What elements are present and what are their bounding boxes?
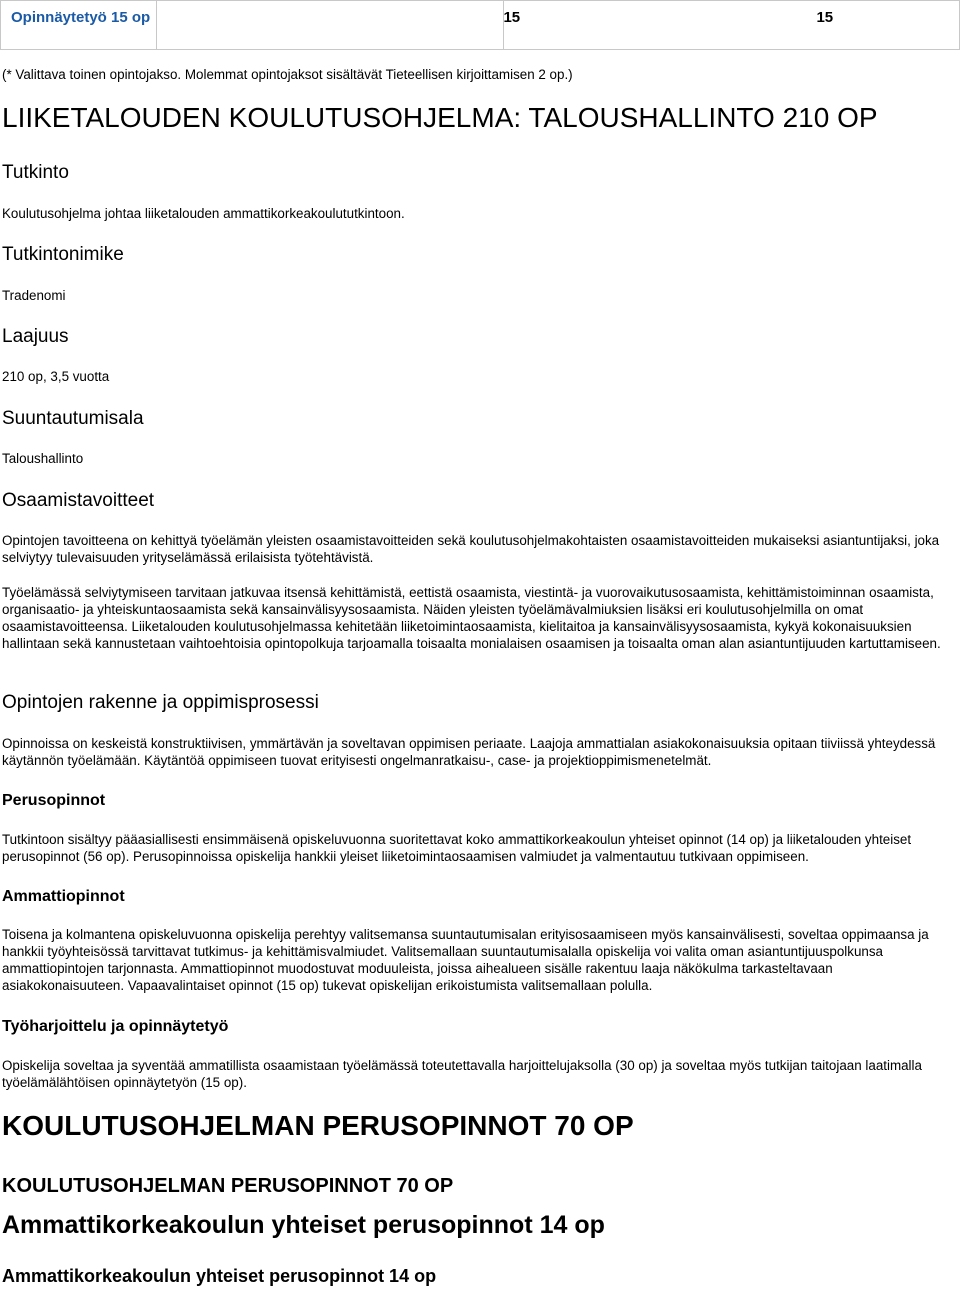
text-osaamistavoitteet-1: Opintojen tavoitteena on kehittyä työelämän yleisten osaamistavoitteiden sekä koulutusohjelmakohtaisten osaamistavoitteiden mukaiseksi asiantuntijaksi, joka selviytyy tulevaisuuden yrityselämässä erilaisista työtehtävistä.: [2, 533, 940, 565]
heading-perusopinnot: Perusopinnot: [2, 792, 106, 809]
text-perusopinnot: Tutkintoon sisältyy pääasiallisesti ensimmäisenä opiskeluvuonna suoritettavat koko ammattikorkeakoulun yhteiset opinnot (14 op) ja liiketalouden yhteiset perusopinnot (56 op). Perusopinnoissa opiskelija hankkii yleiset liiketoimintaosaamisen valmiudet ja valmentautuu tutkivaan oppimiseen.: [2, 832, 912, 864]
heading-suuntautumisala: Suuntautumisala: [2, 408, 144, 429]
heading-tutkinto: Tutkinto: [2, 162, 69, 183]
heading-osaamistavoitteet: Osaamistavoitteet: [2, 490, 155, 511]
subheading-perusopinnot-70: KOULUTUSOHJELMAN PERUSOPINNOT 70 OP: [2, 1175, 454, 1197]
text-ammattiopinnot: Toisena ja kolmantena opiskeluvuonna opiskelija perehtyy valitsemansa suuntautumisalan erityisosaamiseen myös kansainvälisesti, soveltaa oppimaansa ja hankkii työyhteisössä tarvittavat tutkimus- ja kehittämisvalmiudet. Valitsemallaan suuntautumisalalla opiskelija voi valita oman asiantuntijuuspolkunsa ammattiopintojen tarjonnasta. Ammattiopinnot muodostuvat moduuleista, joissa aihealueen sisälle rakentuu laaja näkökulma tarkasteltavaan asiakokonaisuuteen. Vapaavalintaiset opinnot (15 op) tukevat opiskelijan erikoistumista valitsemallaan polulla.: [2, 927, 929, 993]
subheading-yhteiset-perusopinnot: Ammattikorkeakoulun yhteiset perusopinnot 14 op: [2, 1266, 437, 1286]
page-title: LIIKETALOUDEN KOULUTUSOHJELMA: TALOUSHALLINTO 210 OP: [2, 102, 878, 133]
heading-yhteiset-perusopinnot: Ammattikorkeakoulun yhteiset perusopinnot 14 op: [2, 1211, 605, 1239]
heading-perusopinnot-70: KOULUTUSOHJELMAN PERUSOPINNOT 70 OP: [2, 1110, 634, 1141]
heading-tutkintonimike: Tutkintonimike: [2, 244, 124, 265]
text-suuntautumisala: Taloushallinto: [2, 451, 84, 466]
text-tutkintonimike: Tradenomi: [2, 288, 66, 303]
text-rakenne: Opinnoissa on keskeistä konstruktiivisen, ymmärtävän ja soveltavan oppimisen periaate. Laajoja ammattialan asiakokonaisuuksia opitaan tiiviissä yhteydessä käytännön työelämään. Käytäntöä oppimiseen tuovat erityisesti ongelmanratkaisu-, case- ja projektioppimismenetelmät.: [2, 736, 936, 768]
course-name-cell: Opinnäytetyö 15 op: [1, 1, 157, 49]
heading-rakenne: Opintojen rakenne ja oppimisprosessi: [2, 692, 319, 713]
heading-laajuus: Laajuus: [2, 326, 69, 347]
course-table-row: [0, 0, 960, 50]
elective-note: (* Valittava toinen opintojakso. Molemmat opintojaksot sisältävät Tieteellisen kirjoittamisen 2 op.): [2, 67, 573, 82]
text-laajuus: 210 op, 3,5 vuotta: [2, 369, 110, 384]
text-tutkinto: Koulutusohjelma johtaa liiketalouden ammattikorkeakoulututkintoon.: [2, 206, 405, 221]
heading-ammattiopinnot: Ammattiopinnot: [2, 888, 125, 905]
text-harjoittelu: Opiskelija soveltaa ja syventää ammatillista osaamistaan työelämässä toteutettavalla harjoittelujaksolla (30 op) ja soveltaa myös tutkijan taitojaan laatimalla työelämälähtöisen opinnäytetyön (15 op).: [2, 1058, 922, 1090]
credits-total-cell: 15: [816, 9, 834, 26]
credits-cell: 15: [157, 1, 504, 49]
heading-harjoittelu: Työharjoittelu ja opinnäytetyö: [2, 1018, 229, 1035]
text-osaamistavoitteet-2: Työelämässä selviytymiseen tarvitaan jatkuvaa itsensä kehittämistä, eettistä osaamista, viestintä- ja vuorovaikutusosaamista, kehittämistoiminnan osaamista, organisaatio- ja yhteiskuntaosaamista sekä kansainvälisyysosaamista. Näiden yleisten työelämävalmiuksien lisäksi eri koulutusohjelmilla on omat osaamistavoitteensa. Liiketalouden koulutusohjelmassa kehitetään liiketoimintaosaamista, kielitaitoa ja kansainvälisyysosaamista, kykyä kokonaisuuksien hallintaan sekä kannustetaan vaihtoehtoisia opintopolkuja tarjoamalla toisaalta monialaisen osaamisen ja toisaalta oman alan asiantuntijuuden kartuttamiseen.: [2, 585, 941, 651]
